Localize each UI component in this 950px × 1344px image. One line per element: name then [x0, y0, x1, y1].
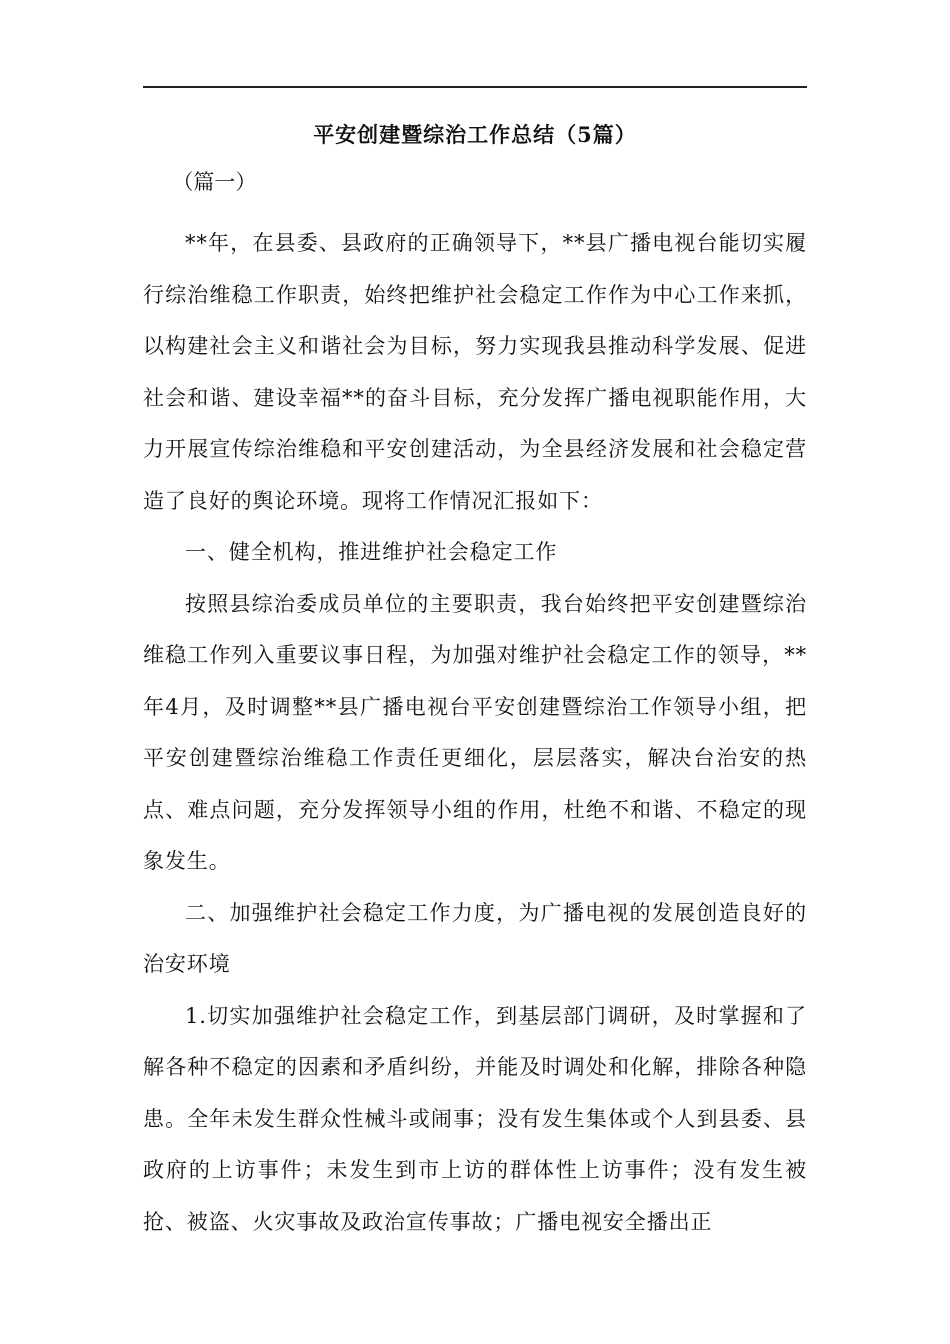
header-rule	[143, 86, 807, 88]
paragraph-intro: **年，在县委、县政府的正确领导下，**县广播电视台能切实履行综治维稳工作职责，始终把维护社会稳定工作作为中心工作来抓，以构建社会主义和谐社会为目标，努力实现我县推动科学发展、促进社会和谐、建设幸福**的奋斗目标，充分发挥广播电视职能作用，大力开展宣传综治维稳和平安创建活动，为全县经济发展和社会稳定营造了良好的舆论环境。现将工作情况汇报如下：	[143, 231, 807, 513]
section-label: （篇一）	[172, 170, 257, 194]
document-title: 平安创建暨综治工作总结（5篇）	[313, 122, 637, 147]
section-heading-2: 二、加强维护社会稳定工作力度，为广播电视的发展创造良好的治安环境	[143, 900, 807, 976]
section-heading-1: 一、健全机构，推进维护社会稳定工作	[185, 540, 558, 564]
document-page	[143, 120, 807, 1248]
paragraph-2: 1.切实加强维护社会稳定工作，到基层部门调研，及时掌握和了解各种不稳定的因素和矛盾纠纷，并能及时调处和化解，排除各种隐患。全年未发生群众性械斗或闹事；没有发生集体或个人到县委、县政府的上访事件；未发生到市上访的群体性上访事件；没有发生被抢、被盗、火灾事故及政治宣传事故；广播电视安全播出正	[143, 1003, 807, 1234]
paragraph-1: 按照县综治委成员单位的主要职责，我台始终把平安创建暨综治维稳工作列入重要议事日程，为加强对维护社会稳定工作的领导，**年4月，及时调整**县广播电视台平安创建暨综治工作领导小组，把平安创建暨综治维稳工作责任更细化，层层落实，解决台治安的热点、难点问题，充分发挥领导小组的作用，杜绝不和谐、不稳定的现象发生。	[143, 591, 807, 873]
